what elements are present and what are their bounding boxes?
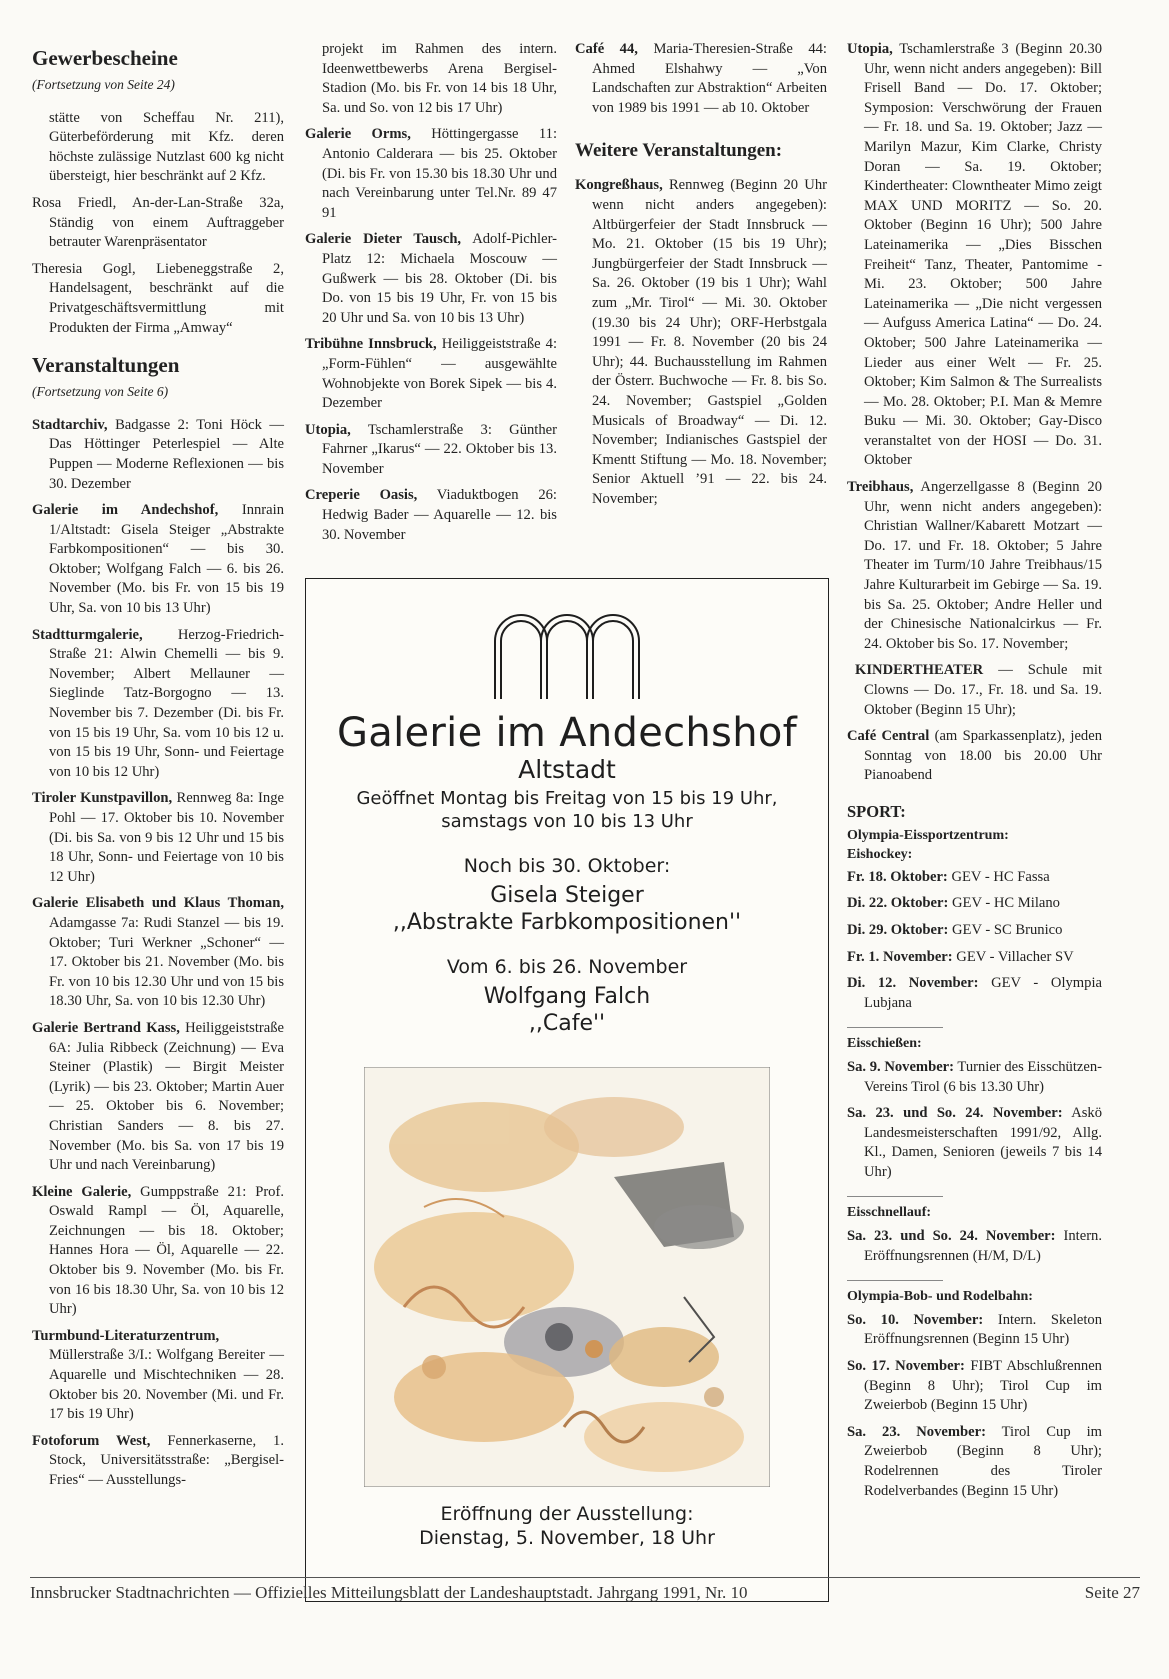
sport-entry: Di. 29. Oktober: GEV - SC Brunico bbox=[847, 921, 1063, 938]
event-entry: Galerie Elisabeth und Klaus Thoman, Adamgasse 7a: Rudi Stanzel — bis 19. Oktober; Turi Werkner „Schoner“ — 17. Oktober bis 21. November (Mo. bis Fr. von 10 bis 12.30 Uhr und von 15 bis 18.30 Uhr, Sa. von 10 bis 12.30 Uhr) bbox=[32, 895, 284, 1010]
column-1 bbox=[32, 45, 284, 1498]
page-number: Seite 27 bbox=[1084, 1583, 1140, 1602]
divider bbox=[847, 1027, 943, 1028]
footer-divider bbox=[30, 1577, 1140, 1578]
event-entry: Tiroler Kunstpavillon, Rennweg 8a: Inge Pohl — 17. Oktober bis 10. November (Di. bis Sa. von 9 bis 12 Uhr und 15 bis 18 Uhr, Sonn- und Feiertage von 10 bis 12 Uhr) bbox=[32, 790, 284, 885]
sport-heading: SPORT: bbox=[847, 801, 906, 821]
event-entry: Stadtturmgalerie, Herzog-Friedrich-Straße 21: Alwin Chemelli — bis 9. November; Albert Mellauner — Sieglinde Tatz-Borgogno — 13. November bis 7. Dezember (Di. bis Fr. von 15 bis 19 Uhr, Sa. vom 10 bis 12 u. von 15 bis 19 Uhr, Sonn- und Feiertage von 10 bis 12 Uhr) bbox=[32, 626, 284, 780]
continued-note: (Fortsetzung von Seite 24) bbox=[32, 77, 175, 92]
gewerbe-entry: stätte von Scheffau Nr. 211), Güterbeförderung mit Kfz. deren höchste zulässige Nutzlast 600 kg nicht übersteigt, hier beschränkt auf 2 Kfz. bbox=[49, 109, 284, 185]
event-entry: Utopia, Tschamlerstraße 3 (Beginn 20.30 Uhr, wenn nicht anders angegeben): Bill Frisell Band — Do. 17. Oktober; Symposion: Verschwörung der Frauen — Fr. 18. und Sa. 19. Oktober; Jazz — Marilyn Mazur, Kim Clarke, Christy Doran — Sa. 19. Oktober; Kindertheater: Clowntheater Mimo zeigt MAX UND MORITZ — So. 20. Oktober (Beginn 16 Uhr); 500 Jahre Lateinamerika — „Dies Bisschen Freiheit“ Tanz, Theater, Pantomime - Mi. 23. Oktober; 500 Jahre Lateinamerika — „Die nicht vergessen — Aufguss America Latina“ — Do. 24. Oktober; 500 Jahre Lateinamerika — Lieder aus einer Welt — Fr. 25. Oktober; Kim Salmon & The Surrealists — Mo. 28. Oktober; P.I. Man & Memre Buku — Mi. 30. Oktober; Gay-Disco veranstaltet von der HOSI — Do. 31. Oktober bbox=[847, 41, 1103, 469]
sport-entry: So. 17. November: FIBT Abschlußrennen (Beginn 8 Uhr); Tirol Cup im Zweierbob (Beginn 15 Uhr) bbox=[847, 1358, 1102, 1414]
ad-title: Galerie im Andechshof bbox=[336, 710, 797, 756]
event-entry: Treibhaus, Angerzellgasse 8 (Beginn 20 Uhr, wenn nicht anders angegeben): Christian Wallner/Kabarett Motzart — Do. 17. und Fr. 18. Oktober; 5 Jahre Theater im Turm/10 Jahre Treibhaus/15 Jahre Kulturarbeit im Gebirge — Sa. 19. bis Sa. 25. Oktober; Andre Heller und der Chinesische Nationalcirkus — Fr. 24. Oktober bis So. 17. November; bbox=[847, 479, 1103, 652]
sport-section bbox=[847, 802, 1102, 1501]
footer-publication: Innsbrucker Stadtnachrichten — Offizielles Mitteilungsblatt der Landeshauptstadt. Jahrgang 1991, Nr. 10 bbox=[30, 1583, 748, 1602]
page-footer bbox=[30, 1583, 1140, 1603]
ad-dates-2: Vom 6. bis 26. November bbox=[446, 956, 688, 978]
event-entry: Kongreßhaus, Rennweg (Beginn 20 Uhr wenn nicht anders angegeben): Altbürgerfeier der Stadt Innsbruck — Mo. 21. Oktober (15 bis 19 Uhr); Jungbürgerfeier der Stadt Innsbruck — Sa. 26. Oktober (19 bis 1 Uhr); Wahl zum „Mr. Tirol“ — Mi. 30. Oktober (19.30 bis 24 Uhr); ORF-Herbstgala 1991 — Fr. 8. November (20 bis 24 Uhr); 44. Buchausstellung im Rahmen der Österr. Buchwoche — Fr. 8. bis So. 24. November; Gastspiel „Golden Musicals of Broadway“ — Di. 12. November; Indianisches Gastspiel der Kmentt Stiftung — Mo. 18. November; Senior Aktuell ’91 — 22. bis 24. November; bbox=[575, 177, 827, 507]
column-3 bbox=[575, 40, 827, 516]
event-entry: Galerie im Andechshof, Innrain 1/Altstadt: Gisela Steiger „Abstrakte Farbkompositionen“ — bis 30. Oktober; Wolfgang Falch — 6. bis 26. November (Mo. bis Fr. von 15 bis 19 Uhr, Sa. von 10 bis 13 Uhr) bbox=[32, 502, 284, 617]
ad-opening-label: Eröffnung der Ausstellung: bbox=[440, 1503, 694, 1525]
sport-entry: So. 10. November: Intern. Skeleton Eröffnungsrennen (Beginn 15 Uhr) bbox=[847, 1311, 1102, 1348]
subheading: Eisschießen: bbox=[847, 1036, 922, 1052]
sport-entry: Di. 12. November: GEV - Olympia Lubjana bbox=[847, 975, 1102, 1011]
cafe-painting-image bbox=[364, 1067, 770, 1487]
sport-entry: Sa. 23. November: Tirol Cup im Zweierbob (Beginn 8 Uhr); Rodelrennen des Tiroler Rodelverbandes (Beginn 15 Uhr) bbox=[847, 1423, 1102, 1499]
ad-artist-2: Wolfgang Falch bbox=[483, 984, 651, 1009]
sport-entry: Di. 22. Oktober: GEV - HC Milano bbox=[847, 895, 1060, 912]
column-2 bbox=[305, 40, 557, 552]
event-entry: Galerie Bertrand Kass, Heiliggeiststraße 6A: Julia Ribbeck (Zeichnung) — Eva Steiner (Plastik) — Birgit Meister (Lyrik) — bis 23. Oktober; Martin Auer — 25. Oktober bis 6. November; Christian Sanders — 8. bis 27. November (Mo. bis Sa. von 17 bis 19 Uhr und nach Vereinbarung) bbox=[32, 1019, 284, 1174]
ad-until: Noch bis 30. Oktober: bbox=[463, 855, 671, 877]
event-entry: Fotoforum West, Fennerkaserne, 1. Stock, Universitätsstraße: „Bergisel-Fries“ — Ausstellungs- bbox=[32, 1432, 284, 1488]
arches-logo-icon bbox=[487, 601, 647, 701]
sport-entry: Fr. 1. November: GEV - Villacher SV bbox=[847, 948, 1074, 965]
subheading: Eisschnellauf: bbox=[847, 1205, 932, 1221]
gewerbe-entry: Theresia Gogl, Liebeneggstraße 2, Handelsagent, beschränkt auf die Privatgeschäftsvermittlung mit Produkten der Firma „Amway“ bbox=[32, 260, 284, 336]
event-entry: Café 44, Maria-Theresien-Straße 44: Ahmed Elshahwy — „Von Landschaften zur Abstraktion“ Arbeiten von 1989 bis 1991 — ab 10. Oktober bbox=[575, 41, 827, 116]
gewerbe-entry: Rosa Friedl, An-der-Lan-Straße 32a, Ständig von einem Auftraggeber betrauter Warenpräsentator bbox=[32, 194, 284, 251]
sport-entry: Fr. 18. Oktober: GEV - HC Fassa bbox=[847, 868, 1050, 885]
continued-note: (Fortsetzung von Seite 6) bbox=[32, 384, 169, 400]
ad-artist-1: Gisela Steiger bbox=[490, 883, 644, 908]
section-heading-veranstaltungen: Veranstaltungen bbox=[32, 353, 180, 378]
event-entry: Galerie Dieter Tausch, Adolf-Pichler-Platz 12: Michaela Moscouw — Gußwerk — bis 28. Oktober (Di. bis Do. von 15 bis 19 Uhr, Fr. von 15 bis 20 Uhr und Sa. von 10 bis 13 Uhr) bbox=[305, 231, 558, 326]
sport-entry: Sa. 9. November: Turnier des Eisschützen-Vereins Tirol (6 bis 13.30 Uhr) bbox=[847, 1058, 1102, 1095]
event-list bbox=[32, 416, 284, 1491]
event-entry: Turmbund-Literaturzentrum, Müllerstraße 3/I.: Wolfgang Bereiter — Aquarelle und Mischtechniken — 28. Oktober bis 20. November (Mi. und Fr. 17 bis 19 Uhr) bbox=[32, 1327, 284, 1423]
ad-work-2: ,,Cafe'' bbox=[528, 1011, 606, 1036]
subheading: Olympia-Bob- und Rodelbahn: bbox=[847, 1289, 1033, 1305]
ad-work-1: ,,Abstrakte Farbkompositionen'' bbox=[392, 910, 742, 935]
section-heading-gewerbescheine: Gewerbescheine bbox=[32, 46, 178, 70]
event-entry: Kleine Galerie, Gumppstraße 21: Prof. Oswald Rampl — Öl, Aquarelle, Zeichnungen — bis 18. Oktober; Hannes Hora — Öl, Aquarelle — 22. Oktober bis 9. November (Mo. bis Fr. von 16 bis 18.30 Uhr, Sa. von 10 bis 12 Uhr) bbox=[32, 1183, 284, 1318]
divider bbox=[847, 1280, 943, 1281]
ad-subtitle: Altstadt bbox=[518, 755, 616, 784]
event-entry: KINDERTHEATER — Schule mit Clowns — Do. 17., Fr. 18. und Sa. 19. Oktober (Beginn 15 Uhr); bbox=[855, 662, 1102, 718]
ad-hours: Geöffnet Montag bis Freitag von 15 bis 19 Uhr, bbox=[356, 788, 778, 809]
ad-hours: samstags von 10 bis 13 Uhr bbox=[441, 811, 693, 832]
event-entry: Galerie Orms, Höttingergasse 11: Antonio Calderara — bis 25. Oktober (Di. bis Fr. von 15.30 bis 18.30 Uhr und nach Vereinbarung unter Tel.Nr. 89 47 91 bbox=[305, 126, 557, 221]
divider bbox=[847, 1196, 943, 1197]
ad-opening-date: Dienstag, 5. November, 18 Uhr bbox=[419, 1527, 715, 1549]
column-4 bbox=[847, 40, 1102, 1508]
section-heading-weitere: Weitere Veranstaltungen: bbox=[575, 140, 783, 162]
gallery-advertisement bbox=[305, 578, 829, 1602]
event-entry: Tribühne Innsbruck, Heiliggeiststraße 4: „Form-Fühlen“ — ausgewählte Wohnobjekte von Borek Sipek — bis 4. Dezember bbox=[305, 336, 557, 412]
event-continuation: projekt im Rahmen des intern. Ideenwettbewerbs Arena Bergisel-Stadion (Mo. bis Fr. von 14 bis 18 Uhr, Sa. und So. von 12 bis 17 Uhr) bbox=[322, 41, 557, 116]
event-entry: Café Central (am Sparkassenplatz), jeden Sonntag von 18.00 bis 20.00 Uhr Pianoabend bbox=[847, 728, 1102, 784]
sport-entry: Sa. 23. und So. 24. November: Askö Landesmeisterschaften 1991/92, Allg. Kl., Damen, Senioren (jeweils 7 bis 14 Uhr) bbox=[847, 1105, 1103, 1180]
sport-entry: Sa. 23. und So. 24. November: Intern. Eröffnungsrennen (H/M, D/L) bbox=[847, 1228, 1102, 1264]
event-entry: Creperie Oasis, Viaduktbogen 26: Hedwig Bader — Aquarelle — 12. bis 30. November bbox=[305, 487, 557, 543]
event-entry: Utopia, Tschamlerstraße 3: Günther Fahrner „Ikarus“ — 22. Oktober bis 13. November bbox=[305, 421, 557, 477]
event-entry: Stadtarchiv, Badgasse 2: Toni Höck — Das Höttinger Peterlespiel — Alte Puppen — Moderne Reflexionen — bis 30. Dezember bbox=[32, 416, 284, 492]
subheading: Eishockey: bbox=[847, 847, 913, 863]
subheading: Olympia-Eissportzentrum: bbox=[847, 827, 1009, 843]
